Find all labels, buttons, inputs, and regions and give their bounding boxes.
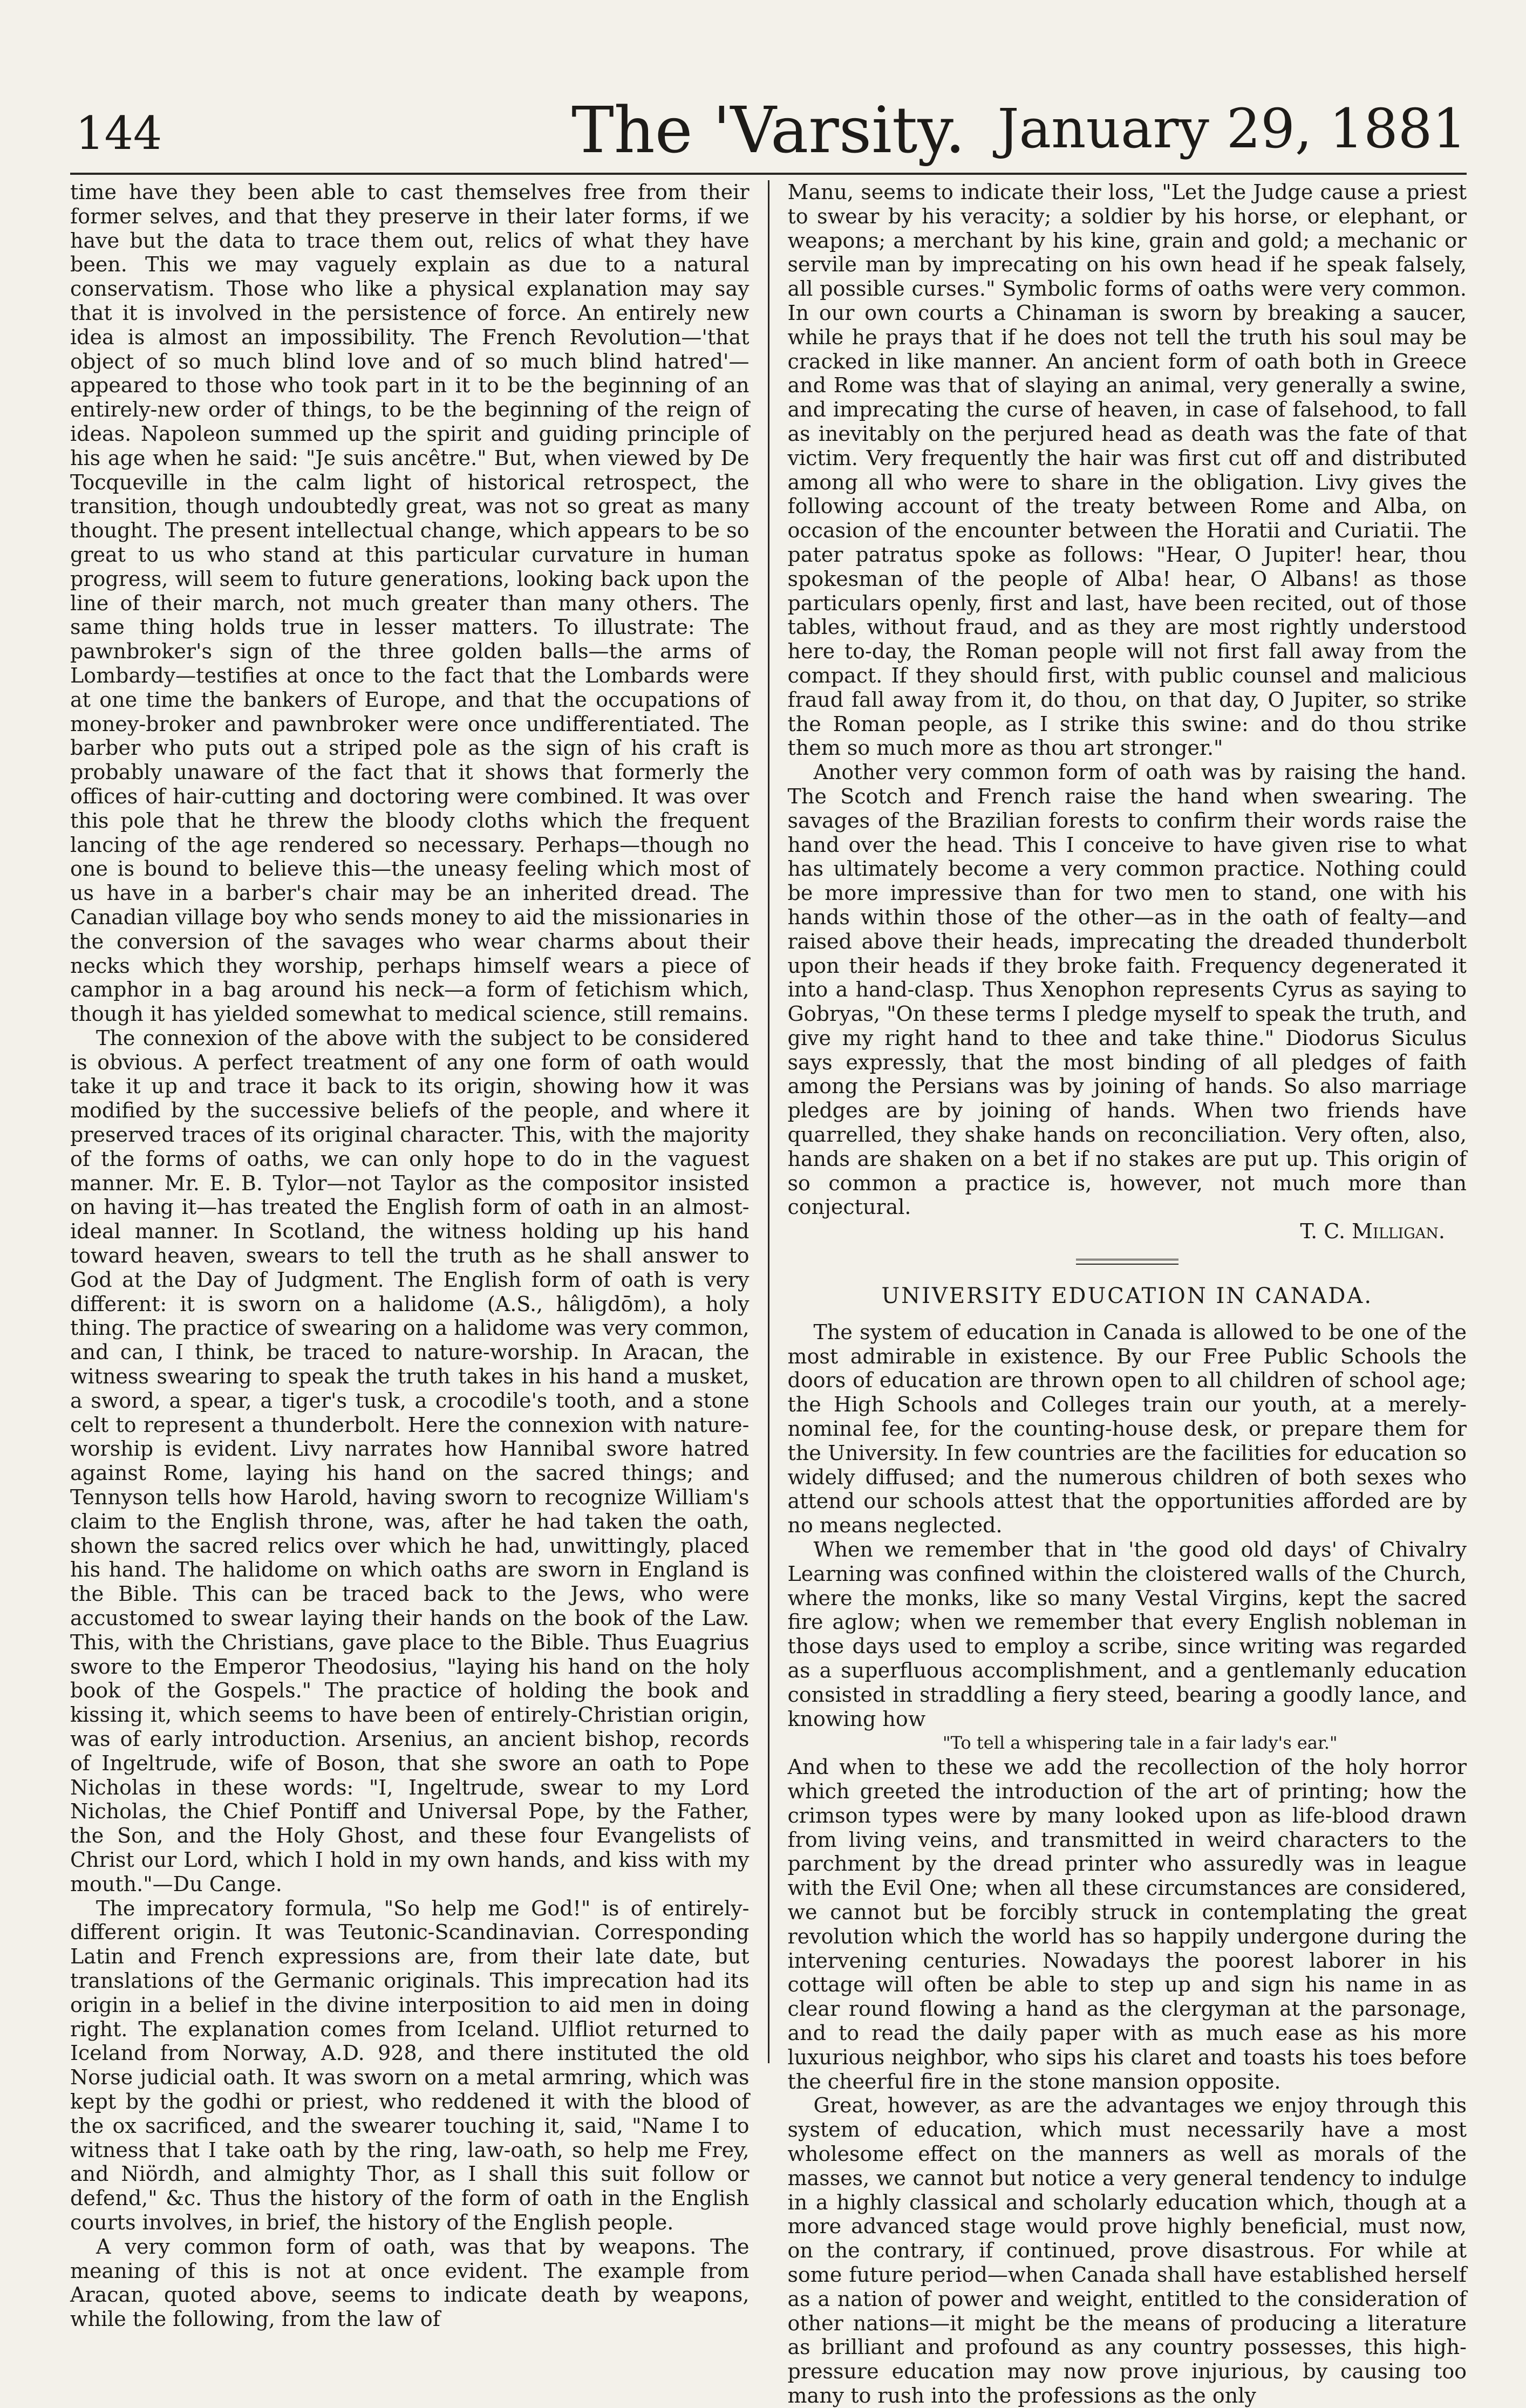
article-columns xyxy=(70,180,1467,2407)
publication-title: The 'Varsity. xyxy=(571,93,965,167)
section-heading: UNIVERSITY EDUCATION IN CANADA. xyxy=(881,1284,1373,1309)
paragraph: The connexion of the above with the subject to be considered is obvious. A perfect treatment of any one form of oath would take it up and trace it back to its origin, showing how it was modified by the successive beliefs of the people, and where it preserved traces of its original character. This, with the majority of the forms of oaths, we can only hope to do in the vaguest manner. Mr. E. B. Tylor—not Taylor as the compositor insisted on having it—has treated the English form of oath in an almost-ideal manner. In Scotland, the witness holding up his hand toward heaven, swears to tell the truth as he shall answer to God at the Day of Judgment. The English form of oath is very different: it is sworn on a halidome (A.S., hâligdōm), a holy thing. The practice of swearing on a halidome was very common, and can, I think, be traced to nature-worship. In Aracan, the witness swearing to speak the truth takes in his hand a musket, a sword, a spear, a tiger's tusk, a crocodile's tooth, and a stone celt to represent a thunderbolt. Here the connexion with nature-worship is evident. Livy narrates how Hannibal swore hatred against Rome, laying his hand on the sacred things; and Tennyson tells how Harold, having sworn to recognize William's claim to the English throne, was, after he had taken the oath, shown the sacred relics over which he had, unwittingly, placed his hand. The halidome on which oaths are sworn in England is the Bible. This can be traced back to the Jews, who were accustomed to swear laying their hands on the book of the Law. This, with the Christians, gave place to the Bible. Thus Euagrius swore to the Emperor Theodosius, "laying his hand on the holy book of the Gospels." The practice of holding the book and kissing it, which seems to have been of entirely-Christian origin, was of early introduction. Arsenius, an ancient bishop, records of Ingeltrude, wife of Boson, that she swore an oath to Pope Nicholas in these words: "I, Ingeltrude, swear to my Lord Nicholas, the Chief Pontiff and Universal Pope, by the Father, the Son, and the Holy Ghost, and these four Evangelists of Christ our Lord, which I hold in my own hands, and kiss with my mouth."—Du Cange. xyxy=(70,1026,750,1896)
column-divider xyxy=(768,180,769,2063)
page-number: 144 xyxy=(76,107,162,160)
paragraph: A very common form of oath, was that by weapons. The meaning of this is not at once evident. The example from Aracan, quoted above, seems to indicate death by weapons, while the following, from the law of xyxy=(70,2234,750,2331)
paragraph: And when to these we add the recollection of the holy horror which greeted the introduction of the art of printing; how the crimson types were by many looked upon as life-blood drawn from living veins, and transmitted in weird characters to the parchment by the dread printer who assuredly was in league with the Evil One; when all these circumstances are considered, we cannot but be forcibly struck in contemplating the great revolution which the world has so happily undergone during the intervening centuries. Nowadays the poorest laborer in his cottage will often be able to step up and sign his name in as clear round flowing a hand as the clergyman at the parsonage, and to read the daily paper with as much ease as his more luxurious neighbor, who sips his claret and toasts his toes before the cheerful fire in the stone mansion opposite. xyxy=(787,1755,1467,2093)
paragraph: Another very common form of oath was by raising the hand. The Scotch and French raise the hand when swearing. The savages of the Brazilian forests to confirm their words raise the hand over the head. This I conceive to have given rise to what has ultimately become a very common practice. Nothing could be more impressive than for two men to stand, one with his hands within those of the other—as in the oath of fealty—and raised above their heads, imprecating the dreaded thunderbolt upon their heads if they broke faith. Frequency degenerated it into a hand-clasp. Thus Xenophon represents Cyrus as saying to Gobryas, "On these terms I pledge myself to speak the truth, and give my right hand to thee and take thine." Diodorus Siculus says expressly, that the most binding of all pledges of faith among the Persians was by joining of hands. So also marriage pledges are by joining of hands. When two friends have quarrelled, they shake hands on reconciliation. Very often, also, hands are shaken on a bet if no stakes are put up. This origin of so common a practice is, however, not much more than conjectural. xyxy=(787,760,1467,1219)
masthead xyxy=(70,86,1467,175)
paragraph: The imprecatory formula, "So help me God!" is of entirely-different origin. It was Teutonic-Scandinavian. Corresponding Latin and French expressions are, from their late date, but translations of the Germanic originals. This imprecation had its origin in a belief in the divine interposition to aid men in doing right. The explanation comes from Iceland. Ulfliot returned to Iceland from Norway, A.D. 928, and there instituted the old Norse judicial oath. It was sworn on a metal armring, which was kept by the godhi or priest, who reddened it with the blood of the ox sacrificed, and the swearer touching it, said, "Name I to witness that I take oath by the ring, law-oath, so help me Frey, and Niördh, and almighty Thor, as I shall this suit follow or defend," &c. Thus the history of the form of oath in the English courts involves, in brief, the history of the English people. xyxy=(70,1896,750,2234)
issue-date: January 29, 1881 xyxy=(997,97,1467,160)
paragraph: When we remember that in 'the good old days' of Chivalry Learning was confined within the cloistered walls of the Church, where the monks, like so many Vestal Virgins, kept the sacred fire aglow; when we remember that every English nobleman in those days used to employ a scribe, since writing was regarded as a superfluous accomplishment, and a gentlemanly education consisted in straddling a fiery steed, bearing a goodly lance, and knowing how xyxy=(787,1538,1467,1731)
quotation: "To tell a whispering tale in a fair lady's ear." xyxy=(942,1732,1338,1754)
paragraph: The system of education in Canada is allowed to be one of the most admirable in existence. By our Free Public Schools the doors of education are thrown open to all children of school age; the High Schools and Colleges train our youth, at a merely-nominal fee, for the counting-house desk, or prepare them for the University. In few countries are the facilities for education so widely diffused; and the numerous children of both sexes who attend our schools attest that the opportunities afforded are by no means neglected. xyxy=(787,1320,1467,1538)
author-signature: T. C. Milligan. xyxy=(1300,1219,1445,1244)
paragraph: Manu, seems to indicate their loss, "Let the Judge cause a priest to swear by his veracity; a soldier by his horse, or elephant, or weapons; a merchant by his kine, grain and gold; a mechanic or servile man by imprecating on his own head if he speak falsely, all possible curses." Symbolic forms of oaths were very common. In our own courts a Chinaman is sworn by breaking a saucer, while he prays that if he does not tell the truth his soul may be cracked in like manner. An ancient form of oath both in Greece and Rome was that of slaying an animal, very generally a swine, and imprecating the curse of heaven, in case of falsehood, to fall as inevitably on the perjured head as death was the fate of that victim. Very frequently the hair was first cut off and distributed among all who were to share in the obligation. Livy gives the following account of the treaty between Rome and Alba, on occasion of the encounter between the Horatii and Curiatii. The pater patratus spoke as follows: "Hear, O Jupiter! hear, thou spokesman of the people of Alba! hear, O Albans! as those particulars openly, first and last, have been recited, out of those tables, without fraud, and as they are most rightly understood here to-day, the Roman people will not first fall away from the compact. If they should first, with public counsel and malicious fraud fall away from it, do thou, on that day, O Jupiter, so strike the Roman people, as I strike this swine: and do thou strike them so much more as thou art stronger." xyxy=(787,180,1467,760)
section-rule xyxy=(1076,1259,1178,1265)
paragraph: Great, however, as are the advantages we enjoy through this system of education, which must necessarily have a most wholesome effect on the manners as well as morals of the masses, we cannot but notice a very general tendency to indulge in a highly classical and scholarly education which, though at a more advanced stage would prove highly beneficial, must now, on the contrary, if continued, prove disastrous. For while at some future period—when Canada shall have established herself as a nation of power and weight, entitled to the consideration of other nations—it might be the means of producing a literature as brilliant and profound as any country possesses, this high-pressure education may now prove injurious, by causing too many to rush into the professions as the only xyxy=(787,2093,1467,2407)
paragraph: time have they been able to cast themselves free from their former selves, and that they preserve in their later forms, if we have but the data to trace them out, relics of what they have been. This we may vaguely explain as due to a natural conservatism. Those who like a physical explanation may say that it is involved in the persistence of force. An entirely new idea is almost an impossibility. The French Revolution—'that object of so much blind love and of so much blind hatred'—appeared to those who took part in it to be the beginning of an entirely-new order of things, to be the beginning of the reign of ideas. Napoleon summed up the spirit and guiding principle of his age when he said: "Je suis ancêtre." But, when viewed by De Tocqueville in the calm light of historical retrospect, the transition, though undoubtedly great, was not so great as many thought. The present intellectual change, which appears to be so great to us who stand at this particular curvature in human progress, will seem to future generations, looking back upon the line of their march, not much greater than many others. The same thing holds true in lesser matters. To illustrate: The pawnbroker's sign of the three golden balls—the arms of Lombardy—testifies at once to the fact that the Lombards were at one time the bankers of Europe, and that the occupations of money-broker and pawnbroker were once undifferentiated. The barber who puts out a striped pole as the sign of his craft is probably unaware of the fact that it shows that formerly the offices of hair-cutting and doctoring were combined. It was over this pole that he threw the bloody cloths which the frequent lancing of the age rendered so necessary. Perhaps—though no one is bound to believe this—the uneasy feeling which most of us have in a barber's chair may be an inherited dread. The Canadian village boy who sends money to aid the missionaries in the conversion of the savages who wear charms about their necks which they worship, perhaps himself wears a piece of camphor in a bag around his neck—a form of fetichism which, though it has yielded somewhat to medical science, still remains. xyxy=(70,180,750,1026)
left-column xyxy=(70,180,750,2331)
right-column xyxy=(787,180,1467,2407)
